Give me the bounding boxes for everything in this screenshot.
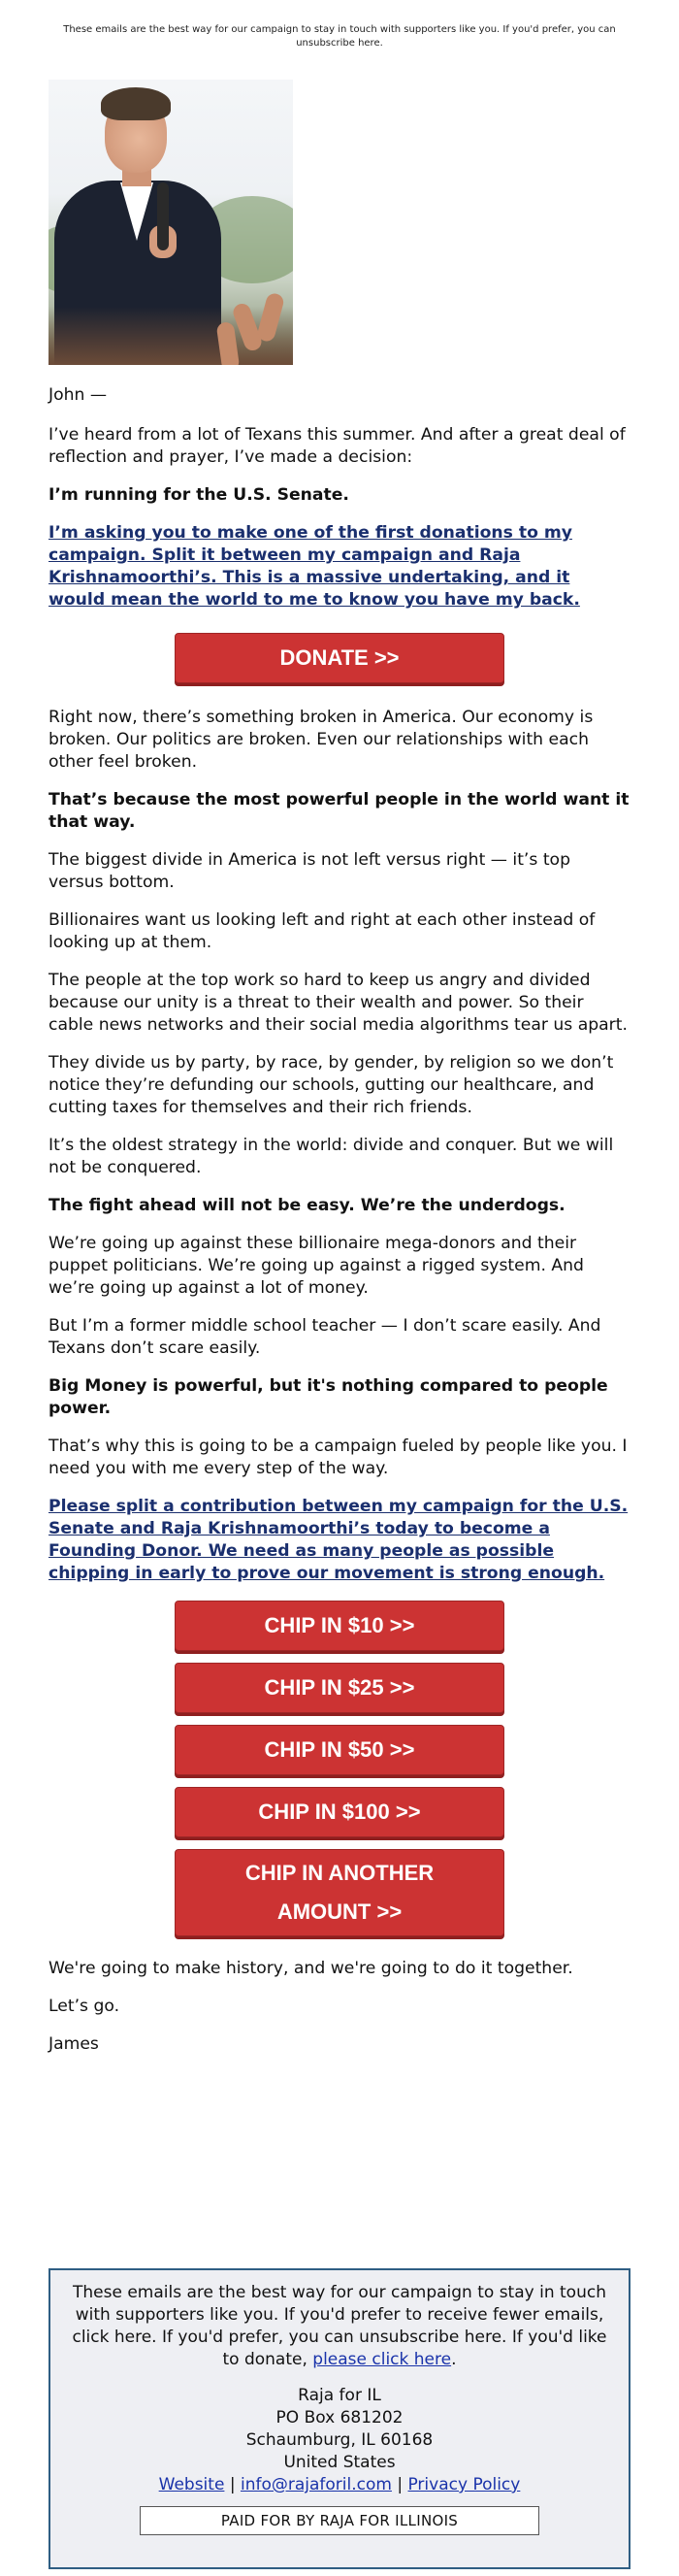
paragraph: That’s why this is going to be a campaign fueled by people like you. I need you with me every step of the way. <box>48 1437 628 1478</box>
paragraph: But I’m a former middle school teacher — I don’t scare easily. And Texans don’t scare easily. <box>48 1316 601 1358</box>
bold-text: That’s because the most powerful people in the world want it that way. <box>48 790 630 832</box>
paragraph: The people at the top work so hard to keep us angry and divided because our unity is a threat to their wealth and power. So their cable news networks and their social media algorithms tear us apart. <box>48 971 628 1035</box>
privacy-policy-link[interactable]: Privacy Policy <box>407 2475 521 2494</box>
po-box: PO Box 681202 <box>275 2408 404 2427</box>
website-link[interactable]: Website <box>158 2475 225 2494</box>
footer <box>48 2268 630 2569</box>
paragraph-link <box>48 522 630 611</box>
paragraph: The biggest divide in America is not left versus right — it’s top versus bottom. <box>48 850 570 892</box>
paragraph: I’ve heard from a lot of Texans this summer. And after a great deal of reflection and prayer, I’ve made a decision: <box>48 425 626 467</box>
paid-for-by-box: PAID FOR BY RAJA FOR ILLINOIS <box>140 2506 539 2535</box>
button-label-line: AMOUNT >> <box>276 1899 403 1924</box>
paragraph: We’re going up against these billionaire mega-donors and their puppet politicians. We’re going up against a rigged system. And we’re going up against a lot of money. <box>48 1234 584 1298</box>
org-name: Raja for IL <box>298 2386 381 2405</box>
bold-text: The fight ahead will not be easy. We’re the underdogs. <box>48 1196 566 1215</box>
paragraph: Right now, there’s something broken in America. Our economy is broken. Our politics are broken. Even our relationships with each other feel broken. <box>48 708 594 772</box>
paragraph: They divide us by party, by race, by gender, by religion so we don’t notice they’re defunding our schools, gutting our healthcare, and cutting taxes for themselves and their rich friends. <box>48 1053 614 1117</box>
paragraph-bold <box>48 789 630 834</box>
greeting: John — <box>48 385 108 405</box>
footer-notice <box>70 2282 609 2371</box>
footer-period: . <box>451 2350 457 2369</box>
chip-in-other-amount-button[interactable] <box>175 1849 504 1936</box>
chip-in-10-button[interactable]: CHIP IN $10 >> <box>175 1601 504 1651</box>
bold-text: I’m running for the U.S. Senate. <box>48 485 349 505</box>
paragraph-bold <box>48 484 630 507</box>
footer-notice-text: These emails are the best way for our campaign to stay in touch with supporters like you. If you'd prefer to receive fewer emails, click here. If you'd prefer, you can unsubscribe here. If you'd like to donate, <box>72 2283 607 2369</box>
country: United States <box>283 2453 396 2472</box>
paragraph: We're going to make history, and we're going to do it together. <box>48 1959 573 1978</box>
signature: James <box>48 2034 99 2054</box>
contribution-link[interactable]: Please split a contribution between my campaign for the U.S. Senate and Raja Krishnamoorthi’s today to become a Founding Donor. We need as many people as possible chipping in early to prove our movement is strong enough. <box>48 1497 629 1583</box>
donation-link[interactable]: I’m asking you to make one of the first donations to my campaign. Split it between my campaign and Raja Krishnamoorthi’s. This is a massive undertaking, and it would mean the world to me to know you have my back. <box>48 523 580 610</box>
paragraph: Let’s go. <box>48 1997 120 2016</box>
paragraph-link <box>48 1496 630 1585</box>
link-separator: | <box>229 2475 236 2494</box>
link-separator: | <box>397 2475 404 2494</box>
chip-in-100-button[interactable]: CHIP IN $100 >> <box>175 1787 504 1837</box>
bold-text: Big Money is powerful, but it's nothing compared to people power. <box>48 1376 608 1418</box>
preheader-text: These emails are the best way for our campaign to stay in touch with supporters like you. If you'd prefer, you can unsubscribe here. <box>63 24 616 49</box>
hero-photo <box>48 80 293 365</box>
paragraph-bold <box>48 1195 630 1217</box>
footer-donate-link[interactable]: please click here <box>312 2350 452 2369</box>
city-state-zip: Schaumburg, IL 60168 <box>245 2430 434 2450</box>
donate-button[interactable]: DONATE >> <box>175 633 504 683</box>
footer-links <box>70 2474 609 2496</box>
paragraph-bold <box>48 1375 630 1420</box>
email-body <box>48 373 630 2071</box>
paragraph: It’s the oldest strategy in the world: divide and conquer. But we will not be conquered. <box>48 1136 614 1177</box>
chip-in-25-button[interactable]: CHIP IN $25 >> <box>175 1663 504 1713</box>
paragraph: Billionaires want us looking left and right at each other instead of looking up at them. <box>48 910 596 952</box>
button-label-line: CHIP IN ANOTHER <box>244 1861 435 1885</box>
email-link[interactable]: info@rajaforil.com <box>240 2475 392 2494</box>
chip-in-50-button[interactable]: CHIP IN $50 >> <box>175 1725 504 1775</box>
